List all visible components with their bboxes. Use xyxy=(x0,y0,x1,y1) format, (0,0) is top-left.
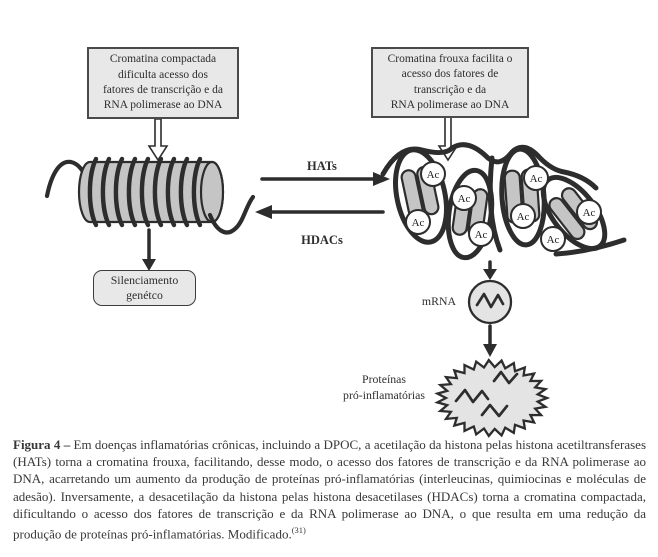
box-line: RNA polimerase ao DNA xyxy=(390,98,510,111)
cylinder-end-cap xyxy=(201,162,223,222)
caption-separator: – xyxy=(63,437,71,452)
caption-reference: (31) xyxy=(291,525,306,536)
svg-text:Ac: Ac xyxy=(474,229,488,241)
loose-chromatin xyxy=(383,145,624,261)
svg-text:Ac: Ac xyxy=(529,173,543,185)
acetyl-group xyxy=(406,210,430,234)
proteins-blob xyxy=(437,360,547,436)
acetyl-group xyxy=(421,162,445,186)
caption-body: Em doenças inflamatórias crônicas, incluindo a DPOC, a acetilação da histona pelas histona acetiltransferases (HATs) torna a cromatina frouxa, facilitando, desse modo, o acesso dos fatores de transcrição e da RNA polimerase ao DNA, acarretando um aumento da produção de proteínas pró-inflamatórias (interleucinas, quimiocinas e moléculas de adesão). Inversamente, a desacetilação da histona pelas histona desacetilases (HDACs) torna a cromatina compactada, dificultando o acesso dos fatores de transcrição e da RNA polimerase ao DNA, o que resulta em uma redução da produção de proteínas pró-inflamatórias. Modificado. xyxy=(13,437,646,542)
arrow-to-mrna xyxy=(483,262,497,280)
mrna-molecule xyxy=(469,281,511,323)
arrow-to-proteins xyxy=(483,326,497,357)
proteins-label: Proteínas pró-inflamatórias xyxy=(343,372,425,402)
acetyl-group xyxy=(541,227,565,251)
compacted-chromatin-box xyxy=(87,47,239,119)
proteins-burst xyxy=(437,360,547,436)
loose-chromatin-box xyxy=(371,47,529,118)
box-line: transcrição e da xyxy=(413,83,487,96)
down-open-arrow-left xyxy=(149,119,167,160)
hats-arrow xyxy=(262,172,390,186)
svg-text:Ac: Ac xyxy=(457,193,471,205)
svg-text:Ac: Ac xyxy=(546,234,560,246)
caption-label: Figura 4 xyxy=(13,437,61,452)
svg-text:Ac: Ac xyxy=(582,207,596,219)
box-line: RNA polimerase ao DNA xyxy=(103,99,223,112)
box-line: acesso dos fatores de xyxy=(401,68,499,81)
box-line: Cromatina frouxa facilita o xyxy=(387,52,513,65)
acetyl-group xyxy=(452,186,476,210)
box-line: Cromatina compactada xyxy=(109,53,217,66)
box-line: fatores de transcrição e da xyxy=(102,84,224,96)
acetyl-group xyxy=(469,222,493,246)
hdacs-arrow xyxy=(255,205,383,219)
hats-label: HATs xyxy=(307,159,337,173)
svg-text:Ac: Ac xyxy=(516,211,530,223)
acetyl-group xyxy=(577,200,601,224)
box-line: Silenciamento xyxy=(110,272,179,287)
acetyl-group xyxy=(511,204,535,228)
arrow-to-silencing xyxy=(142,230,156,271)
acetyl-group xyxy=(524,166,548,190)
compacted-chromatin xyxy=(47,159,253,232)
mrna-label: mRNA xyxy=(421,294,456,308)
box-line: dificulta acesso dos xyxy=(117,68,209,81)
gene-silencing-box xyxy=(93,270,196,306)
box-line: genétco xyxy=(126,288,163,302)
hdacs-label: HDACs xyxy=(301,233,343,247)
svg-text:Ac: Ac xyxy=(411,217,425,229)
svg-text:Ac: Ac xyxy=(426,169,440,181)
figure-caption xyxy=(13,436,646,543)
